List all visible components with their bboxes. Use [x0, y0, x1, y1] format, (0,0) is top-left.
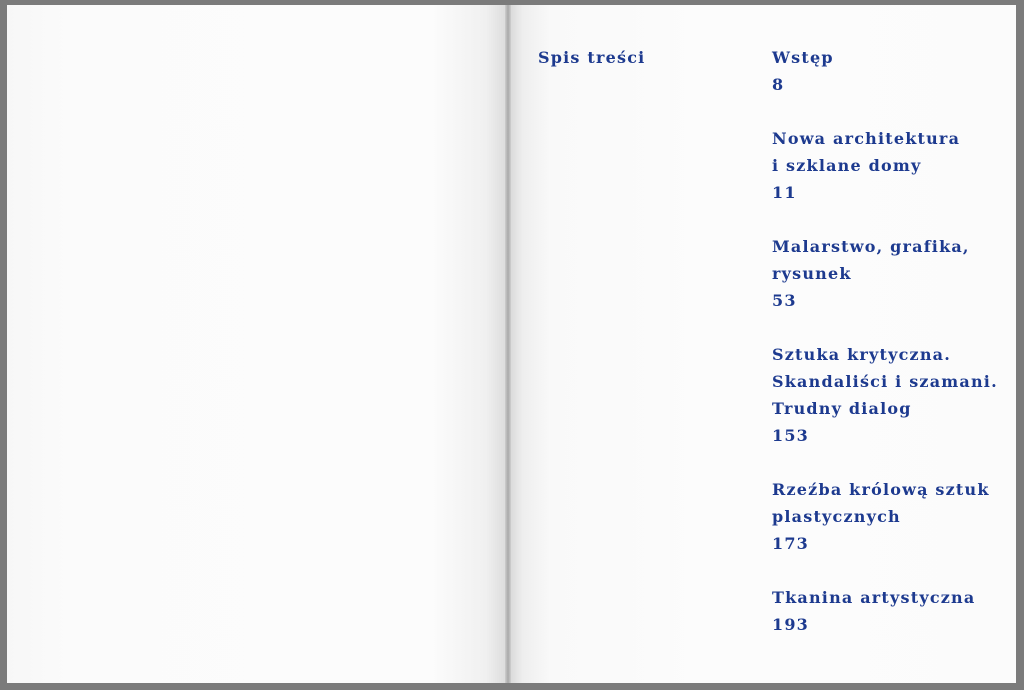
toc-entry-page-number: 193 [772, 615, 809, 634]
toc-entry-title: Rzeźba królową sztuk [772, 480, 990, 499]
table-of-contents [772, 44, 1012, 665]
toc-entry-tkanina [772, 584, 1012, 638]
toc-entry-title: Wstęp [772, 48, 834, 67]
toc-entry-title: Malarstwo, grafika, [772, 237, 970, 256]
toc-entry-page-number: 11 [772, 183, 797, 202]
toc-entry-page-number: 8 [772, 75, 785, 94]
toc-entry-title: rysunek [772, 264, 852, 283]
toc-entry-title: Skandaliści i szamani. [772, 372, 998, 391]
toc-entry-sztuka-krytyczna [772, 341, 1012, 449]
toc-entry-title: Sztuka krytyczna. [772, 345, 951, 364]
toc-entry-nowa-architektura [772, 125, 1012, 206]
toc-entry-title: i szklane domy [772, 156, 922, 175]
toc-entry-page-number: 173 [772, 534, 809, 553]
book-gutter [505, 5, 511, 683]
toc-heading: Spis treści [538, 48, 646, 67]
toc-entry-malarstwo [772, 233, 1012, 314]
toc-entry-rzezba [772, 476, 1012, 557]
toc-entry-title: Nowa architektura [772, 129, 961, 148]
toc-entry-title: plastycznych [772, 507, 901, 526]
toc-entry-page-number: 153 [772, 426, 809, 445]
toc-entry-title: Trudny dialog [772, 399, 912, 418]
toc-entry-page-number: 53 [772, 291, 797, 310]
toc-entry-title: Tkanina artystyczna [772, 588, 976, 607]
toc-entry-wstep [772, 44, 1012, 98]
left-page [7, 5, 506, 683]
